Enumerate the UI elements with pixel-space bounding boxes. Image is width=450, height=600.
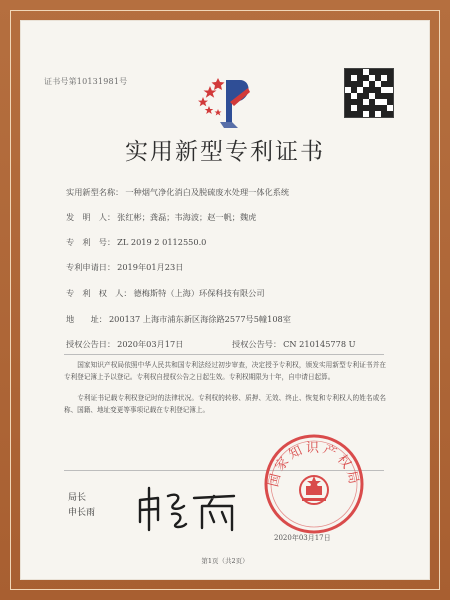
field-patent-number — [66, 237, 206, 248]
field-patentee — [66, 288, 265, 299]
page-number: 第1页（共2页） — [201, 557, 249, 565]
section-divider — [64, 354, 384, 355]
field-address — [66, 314, 291, 325]
field-value: 张红彬；龚磊；韦海波；赵一帆；魏虎 — [117, 212, 257, 222]
commissioner-name: 申长雨 — [68, 508, 96, 518]
certificate-title: 实用新型专利证书 — [125, 139, 325, 165]
field-value: 德梅斯特（上海）环保科技有限公司 — [133, 288, 265, 298]
field-label: 专 利 权 人： — [66, 288, 132, 298]
field-value: CN 210145778 U — [283, 339, 356, 349]
patent-office-emblem-icon — [190, 72, 260, 130]
commissioner-title: 局长 — [68, 493, 87, 503]
field-grant-announcement-date — [66, 339, 183, 350]
field-value: 2019年01月23日 — [117, 262, 184, 272]
field-label: 实用新型名称： — [66, 187, 124, 197]
qr-code — [344, 68, 394, 118]
field-label: 地 址： — [66, 314, 107, 324]
issue-date: 2020年03月17日 — [274, 534, 331, 542]
field-application-date — [66, 262, 183, 273]
field-label: 授权公告日： — [66, 339, 116, 349]
seal-text: 国家知识产权局 — [266, 441, 362, 489]
field-inventors — [66, 212, 256, 223]
certificate-number: 证书号第10131981号 — [44, 77, 128, 86]
field-value: 200137 上海市浦东新区海徐路2577号5幢108室 — [108, 314, 291, 324]
field-label: 专利申请日： — [66, 262, 116, 272]
handwritten-signature — [134, 484, 244, 534]
field-grant-announcement-number — [232, 339, 356, 350]
field-label: 专 利 号： — [66, 237, 116, 247]
legal-status-paragraph: 专利证书记载专利权登记时的法律状况。专利权的转移、质押、无效、终止、恢复和专利权人的姓名或名称、国籍、地址变更等事项记载在专利登记簿上。 — [64, 394, 386, 414]
field-value: 2020年03月17日 — [117, 339, 184, 349]
field-value: ZL 2019 2 0112550.0 — [117, 237, 207, 247]
official-red-seal — [262, 432, 366, 536]
grant-statement-paragraph: 国家知识产权局依照中华人民共和国专利法经过初步审查，决定授予专利权，颁发实用新型专利证书并在专利登记簿上予以登记。专利权自授权公告之日起生效。专利权期限为十年，自申请日起算。 — [64, 361, 386, 381]
field-label: 发 明 人： — [66, 212, 116, 222]
field-value: 一种烟气净化消白及脱硫废水处理一体化系统 — [125, 187, 290, 197]
field-utility-model-name — [66, 187, 289, 198]
field-label: 授权公告号： — [232, 339, 282, 349]
